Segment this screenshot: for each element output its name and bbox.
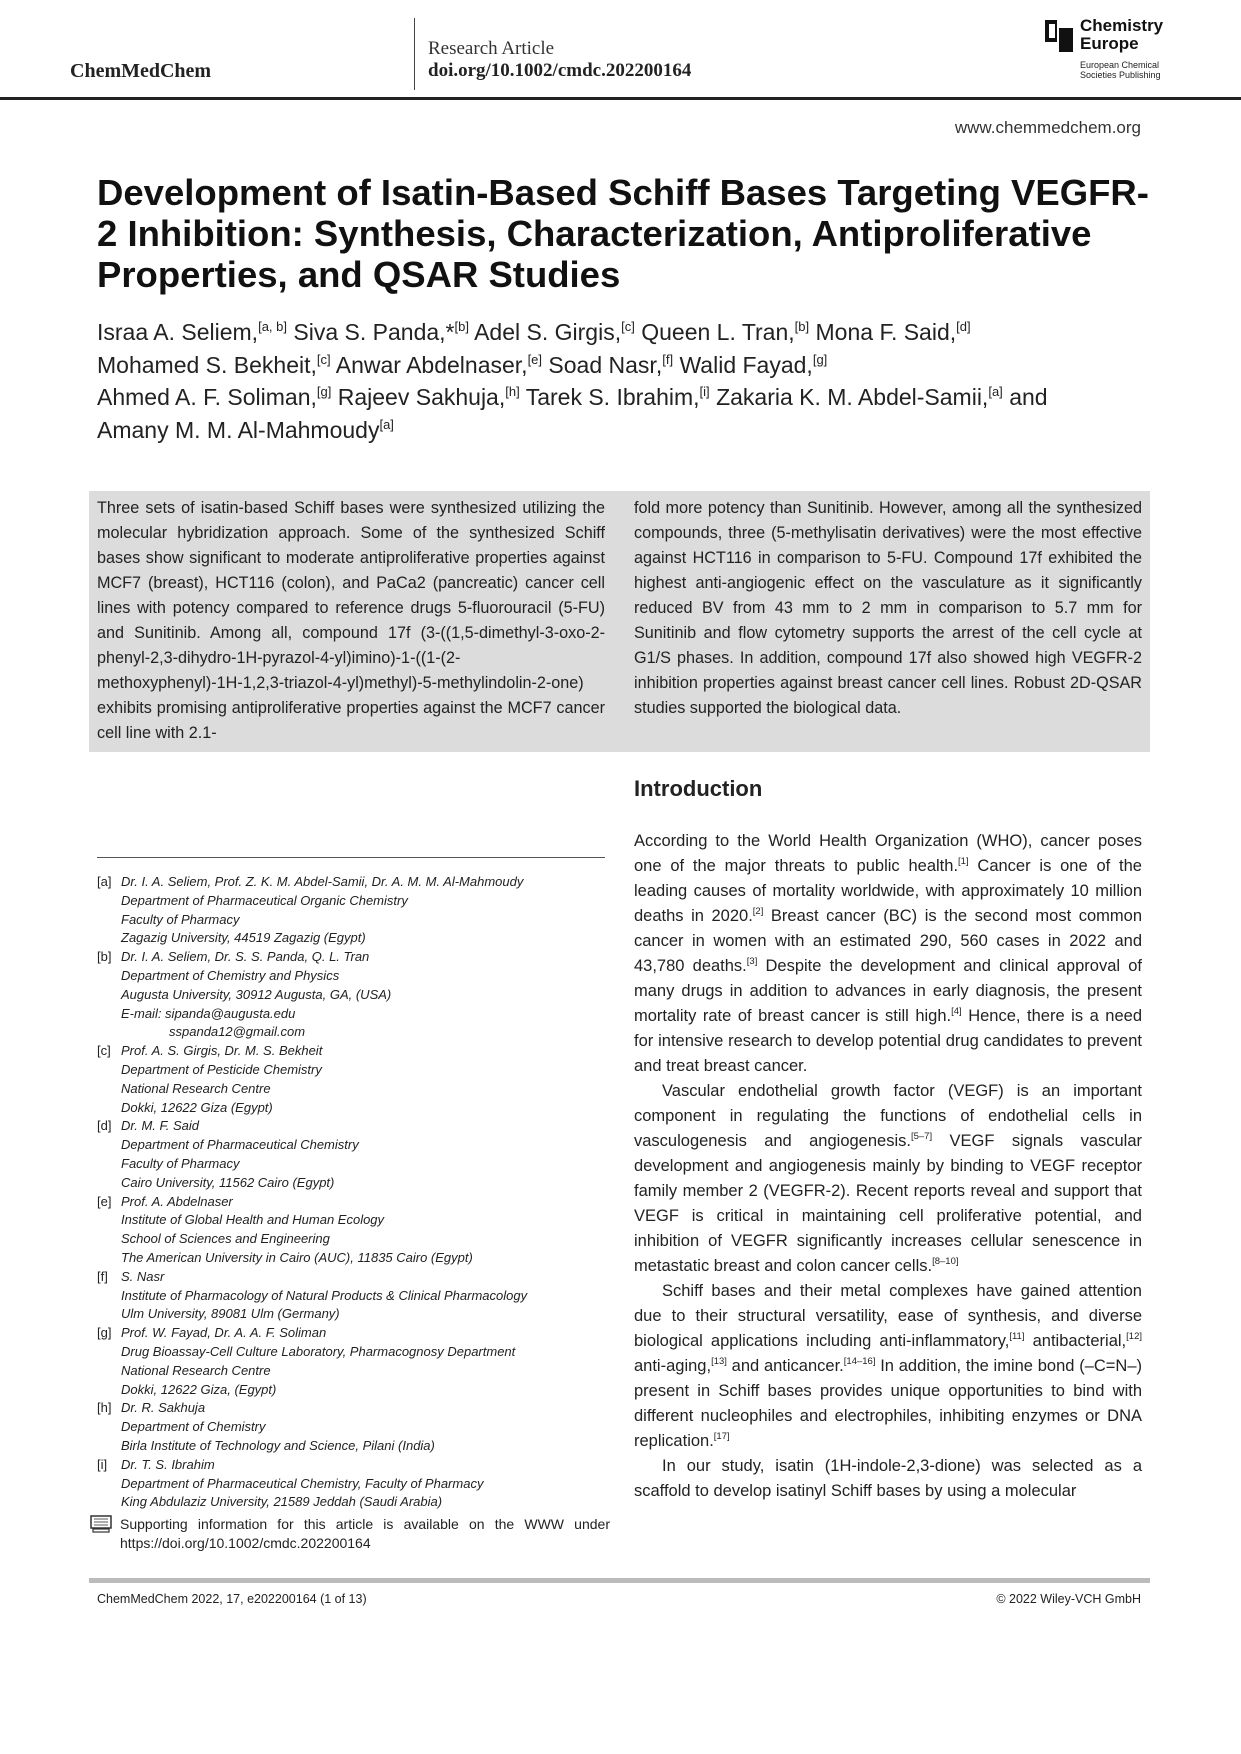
affiliation-text: Department of Pharmaceutical Organic Chemistry xyxy=(121,892,408,908)
affiliation-line xyxy=(97,1399,617,1418)
affiliation-text: Department of Chemistry xyxy=(121,1419,266,1435)
logo-subtext-line2: Societies Publishing xyxy=(1080,70,1161,80)
affiliation-label xyxy=(97,1080,121,1099)
affiliation-label: [e] xyxy=(97,1193,112,1209)
author-name: and xyxy=(1009,384,1048,410)
author-affiliation-mark: [i] xyxy=(699,384,710,399)
affiliation-line xyxy=(97,1268,617,1287)
affiliation-label xyxy=(97,1362,121,1381)
journal-website-link[interactable]: www.chemmedchem.org xyxy=(954,118,1141,137)
affiliation-text: National Research Centre xyxy=(121,1080,271,1096)
abstract-left-text: Three sets of isatin-based Schiff bases were synthesized utilizing the molecular hybridization approach. Some of the synthesized Schiff bases show significant to moderate antiproliferative properties against MCF7 (breast), HCT116 (colon), and PaCa2 (pancreatic) cancer cell lines with potency compared to reference drugs 5-fluorouracil (5-FU) and Sunitinib. Among all, compound 17f (3-((1,5-dimethyl-3-oxo-2-phenyl-2,3-dihydro-1H-pyrazol-4-yl)imino)-1-((1-(2-methoxyphenyl)-1H-1,2,3-triazol-4-yl)methyl)-5-methylindolin-2-one) exhibits promising antiproliferative properties against the MCF7 cancer cell line with 2.1- xyxy=(97,499,605,742)
affiliation-line xyxy=(97,1042,617,1061)
article-type: Research Article xyxy=(428,38,555,59)
paragraph-text: Cancer is one of the leading causes of mortality worldwide, with approximately 10 million deaths in 2020. xyxy=(634,857,1142,925)
affiliation-label xyxy=(97,1287,121,1306)
introduction-body xyxy=(634,829,1142,1504)
chemistry-europe-logo-icon xyxy=(1045,20,1073,52)
paragraph-text: Despite the development and clinical approval of many drugs in addition to advances in early diagnosis, the present mortality rate of breast cancer is still high. xyxy=(634,957,1142,1025)
affiliation-text: Ulm University, 89081 Ulm (Germany) xyxy=(121,1306,340,1322)
affiliation-text: Prof. A. Abdelnaser xyxy=(121,1193,233,1209)
affiliation-line xyxy=(97,1324,617,1343)
author-affiliation-mark: [b] xyxy=(454,319,469,334)
affiliation-line xyxy=(97,911,617,930)
affiliation-text: The American University in Cairo (AUC), 11835 Cairo (Egypt) xyxy=(121,1249,473,1265)
author-affiliation-mark: [e] xyxy=(527,351,543,367)
affiliation-text: Zagazig University, 44519 Zagazig (Egypt) xyxy=(121,930,366,946)
paragraph-text: Hence, there is a need for intensive research to develop potential drug candidates to prevent and treat breast cancer. xyxy=(634,1007,1142,1075)
introduction-paragraph xyxy=(634,829,1142,1079)
affiliation-label: [d] xyxy=(97,1118,112,1134)
affiliation-label xyxy=(97,1475,121,1494)
affiliation-text: Augusta University, 30912 Augusta, GA, (USA) xyxy=(121,986,392,1002)
affiliation-line xyxy=(97,1211,617,1230)
author-name: Walid Fayad, xyxy=(679,351,813,378)
affiliation-line xyxy=(97,1005,617,1024)
footnote-rule xyxy=(97,857,605,858)
affiliation-text: School of Sciences and Engineering xyxy=(121,1231,330,1247)
paragraph-text: and anticancer. xyxy=(726,1357,844,1375)
citation-reference-link[interactable]: [12] xyxy=(1126,1331,1143,1342)
footer-bar xyxy=(89,1578,1150,1583)
paragraph-text: In addition, the imine bond (–C=N–) present in Schiff bases provides unique opportunities to bind with different nucleophiles and electrophiles, inhibiting enzymes or DNA replication. xyxy=(634,1357,1143,1450)
citation-reference-link[interactable]: [17] xyxy=(713,1431,730,1442)
author-affiliation-mark: [d] xyxy=(956,319,971,334)
citation-reference-link[interactable]: [11] xyxy=(1009,1331,1025,1342)
affiliation-text: Department of Chemistry and Physics xyxy=(121,967,340,983)
introduction-heading: Introduction xyxy=(634,776,763,801)
affiliation-label xyxy=(97,1381,121,1400)
affiliation-line xyxy=(97,1437,617,1456)
abstract-left-column xyxy=(97,496,605,746)
affiliation-label xyxy=(97,1174,121,1193)
affiliation-footnotes xyxy=(97,873,617,1512)
affiliation-label: [h] xyxy=(97,1400,112,1416)
author-list xyxy=(97,316,1157,446)
author-name: Israa A. Seliem, xyxy=(97,319,259,345)
affiliation-line xyxy=(97,1475,617,1494)
paragraph-text: Schiff bases and their metal complexes have gained attention due to their structural versatility, ease of synthesis, and diverse biological applications including anti-inflammatory, xyxy=(634,1282,1142,1350)
affiliation-label: [a] xyxy=(97,874,112,889)
author-name: Mohamed S. Bekheit, xyxy=(97,351,317,378)
citation-reference-link[interactable]: [3] xyxy=(746,956,758,967)
citation-reference-link[interactable]: [4] xyxy=(951,1006,962,1017)
author-name: Siva S. Panda,* xyxy=(293,319,455,345)
affiliation-text: Institute of Global Health and Human Ecology xyxy=(121,1212,385,1228)
affiliation-label xyxy=(97,1211,121,1230)
author-name: Mona F. Said, xyxy=(815,319,957,345)
paragraph-text: In our study, isatin (1H-indole-2,3-dione) was selected as a scaffold to develop isatinyl Schiff bases by using a molecular xyxy=(634,1457,1142,1500)
affiliation-text: Drug Bioassay-Cell Culture Laboratory, Pharmacognosy Department xyxy=(121,1343,516,1359)
affiliation-text: Dr. R. Sakhuja xyxy=(121,1400,206,1416)
affiliation-text: Department of Pharmaceutical Chemistry xyxy=(121,1137,359,1153)
affiliation-line xyxy=(97,1136,617,1155)
affiliation-line xyxy=(97,1381,617,1400)
affiliation-text: National Research Centre xyxy=(121,1362,271,1378)
logo-text-line2: Europe xyxy=(1080,34,1139,53)
author-affiliation-mark: [g] xyxy=(812,351,828,367)
affiliation-text: Dr. M. F. Said xyxy=(121,1118,200,1134)
abstract-right-text: fold more potency than Sunitinib. However, among all the synthesized compounds, three (5-methylisatin derivatives) were the most effective against HCT116 in comparison to 5-FU. Compound 17f exhibited the highest anti-angiogenic effect on the vasculature as it significantly reduced BV from 43 mm to 2 mm in comparison to 5.7 mm for Sunitinib and flow cytometry supports the arrest of the cell cycle at G1/S phases. In addition, compound 17f also showed high VEGFR-2 inhibition properties against breast cancer cell lines. Robust 2D-QSAR studies supported the biological data. xyxy=(634,499,1142,717)
abstract-right-column xyxy=(634,496,1142,721)
affiliation-text: Cairo University, 11562 Cairo (Egypt) xyxy=(121,1174,335,1190)
affiliation-label: [c] xyxy=(97,1043,111,1059)
affiliation-label xyxy=(97,1437,121,1456)
affiliation-label xyxy=(97,1418,121,1437)
author-name: Ahmed A. F. Soliman, xyxy=(97,384,317,410)
affiliation-text: Birla Institute of Technology and Science, Pilani (India) xyxy=(121,1437,435,1453)
author-affiliation-mark: [b] xyxy=(794,319,810,334)
affiliation-line xyxy=(97,1117,617,1136)
affiliation-line xyxy=(97,873,617,892)
affiliation-text: King Abdulaziz University, 21589 Jeddah (Saudi Arabia) xyxy=(121,1494,443,1510)
journal-name: ChemMedChem xyxy=(70,60,212,82)
affiliation-line xyxy=(97,1155,617,1174)
citation-reference-link[interactable]: [8–10] xyxy=(932,1256,959,1267)
affiliation-label: [i] xyxy=(97,1456,108,1472)
affiliation-label xyxy=(97,911,121,930)
affiliation-text: Dokki, 12622 Giza (Egypt) xyxy=(121,1099,273,1115)
affiliation-text: Prof. A. S. Girgis, Dr. M. S. Bekheit xyxy=(121,1043,323,1059)
citation-reference-link[interactable]: [1] xyxy=(958,856,969,867)
supporting-info-note xyxy=(90,1515,610,1553)
affiliation-label: [f] xyxy=(97,1268,108,1284)
author-name: Soad Nasr, xyxy=(548,351,663,378)
affiliation-label xyxy=(97,1343,121,1362)
affiliation-line xyxy=(97,1193,617,1212)
affiliation-line xyxy=(97,1343,617,1362)
affiliation-text: Prof. W. Fayad, Dr. A. A. F. Soliman xyxy=(121,1325,327,1341)
affiliation-line xyxy=(97,986,617,1005)
affiliation-line xyxy=(97,1080,617,1099)
affiliation-label xyxy=(97,892,121,911)
affiliation-line xyxy=(97,1287,617,1306)
affiliation-text: Institute of Pharmacology of Natural Products & Clinical Pharmacology xyxy=(121,1287,528,1303)
author-affiliation-mark: [a] xyxy=(988,384,1003,399)
affiliation-label xyxy=(97,1136,121,1155)
author-name: Adel S. Girgis, xyxy=(474,319,622,345)
paragraph-text: Breast cancer (BC) is the second most common cancer in women with an estimated 290, 560 cases in 2022 and 43,780 deaths. xyxy=(634,907,1143,975)
affiliation-label: [g] xyxy=(97,1325,112,1341)
affiliation-line xyxy=(97,1418,617,1437)
affiliation-line xyxy=(97,1249,617,1268)
header-rule xyxy=(0,97,1241,100)
citation-reference-link[interactable]: [5–7] xyxy=(910,1131,933,1142)
affiliation-line xyxy=(97,1493,617,1512)
affiliation-line xyxy=(97,967,617,986)
affiliation-line xyxy=(97,1099,617,1118)
paragraph-text: anti-aging, xyxy=(634,1357,712,1375)
introduction-paragraph xyxy=(634,1079,1142,1279)
author-name: Zakaria K. M. Abdel-Samii, xyxy=(716,384,989,410)
affiliation-text: Faculty of Pharmacy xyxy=(121,911,240,927)
author-affiliation-mark: [c] xyxy=(621,319,635,334)
affiliation-line xyxy=(97,1305,617,1324)
affiliation-line xyxy=(97,1362,617,1381)
author-affiliation-mark: [h] xyxy=(505,384,520,399)
introduction-paragraph xyxy=(634,1279,1142,1454)
affiliation-label xyxy=(97,1099,121,1118)
citation-reference-link[interactable]: [14–16] xyxy=(843,1356,876,1367)
affiliation-text: S. Nasr xyxy=(121,1268,165,1284)
logo-subtext-line1: European Chemical xyxy=(1080,60,1160,70)
author-affiliation-mark: [f] xyxy=(662,351,674,367)
author-affiliation-mark: [c] xyxy=(316,351,331,367)
affiliation-line xyxy=(97,1174,617,1193)
article-title: Development of Isatin-Based Schiff Bases Targeting VEGFR-2 Inhibition: Synthesis, Characterization, Antiproliferative Properties, and QSAR Studies xyxy=(97,172,1149,295)
affiliation-label xyxy=(97,1061,121,1080)
affiliation-label xyxy=(97,1249,121,1268)
affiliation-line xyxy=(97,1230,617,1249)
paragraph-text: antibacterial, xyxy=(1024,1332,1127,1350)
affiliation-email-extra[interactable]: sspanda12@gmail.com xyxy=(169,1024,306,1040)
affiliation-text: Dr. I. A. Seliem, Dr. S. S. Panda, Q. L. Tran xyxy=(121,949,370,965)
supporting-info-text: Supporting information for this article is available on the WWW under https://doi.org/10.1002/cmdc.202200164 xyxy=(120,1516,610,1551)
paragraph-text: Vascular endothelial growth factor (VEGF) is an important component in regulating the functions of endothelial cells in vasculogenesis and angiogenesis. xyxy=(634,1082,1142,1150)
affiliation-label xyxy=(97,1005,121,1024)
affiliation-label xyxy=(97,1230,121,1249)
affiliation-line xyxy=(97,948,617,967)
citation-reference-link[interactable]: [13] xyxy=(711,1356,727,1367)
affiliation-line xyxy=(97,929,617,948)
affiliation-label xyxy=(97,1493,121,1512)
author-affiliation-mark: [a] xyxy=(379,416,394,432)
author-affiliation-mark: [g] xyxy=(316,384,332,399)
author-name: Tarek S. Ibrahim, xyxy=(525,384,700,410)
paragraph-text: According to the World Health Organization (WHO), cancer poses one of the major threats to public health. xyxy=(634,832,1142,875)
affiliation-label xyxy=(97,967,121,986)
author-name: Queen L. Tran, xyxy=(641,319,795,345)
article-doi-link[interactable]: doi.org/10.1002/cmdc.202200164 xyxy=(428,60,692,81)
affiliation-text: Department of Pesticide Chemistry xyxy=(121,1061,322,1077)
affiliation-line xyxy=(97,892,617,911)
affiliation-label xyxy=(97,1155,121,1174)
author-name: Anwar Abdelnaser, xyxy=(335,351,528,378)
affiliation-label: [b] xyxy=(97,949,112,965)
affiliation-text: Department of Pharmaceutical Chemistry, Faculty of Pharmacy xyxy=(121,1475,484,1491)
affiliation-label xyxy=(97,929,121,948)
author-affiliation-mark: [a, b] xyxy=(258,319,287,334)
introduction-paragraph xyxy=(634,1454,1142,1504)
logo-text-line1: Chemistry xyxy=(1080,16,1164,35)
affiliation-line xyxy=(97,1061,617,1080)
affiliation-text: Faculty of Pharmacy xyxy=(121,1155,240,1171)
footer-copyright: © 2022 Wiley-VCH GmbH xyxy=(996,1592,1141,1606)
affiliation-line xyxy=(97,1456,617,1475)
affiliation-label xyxy=(97,986,121,1005)
paragraph-text: VEGF signals vascular development and angiogenesis mainly by binding to VEGF receptor family member 2 (VEGFR-2). Recent reports reveal and support that VEGF is critical in maintaining cell proliferative potential, and inhibition of VEGFR significantly increases cellular senescence in metastatic breast and colon cancer cells. xyxy=(634,1132,1143,1275)
citation-reference-link[interactable]: [2] xyxy=(752,906,764,917)
affiliation-text: Dokki, 12622 Giza, (Egypt) xyxy=(121,1381,277,1397)
affiliation-text: E-mail: sipanda@augusta.edu xyxy=(121,1005,296,1021)
footer-citation: ChemMedChem 2022, 17, e202200164 (1 of 13) xyxy=(97,1592,367,1606)
author-name: Amany M. M. Al-Mahmoudy xyxy=(97,416,380,443)
affiliation-label xyxy=(97,1305,121,1324)
header-divider xyxy=(414,18,415,90)
affiliation-text: Dr. T. S. Ibrahim xyxy=(121,1456,215,1472)
author-name: Rajeev Sakhuja, xyxy=(337,384,506,410)
affiliation-text: Dr. I. A. Seliem, Prof. Z. K. M. Abdel-Samii, Dr. A. M. M. Al-Mahmoudy xyxy=(121,874,524,889)
